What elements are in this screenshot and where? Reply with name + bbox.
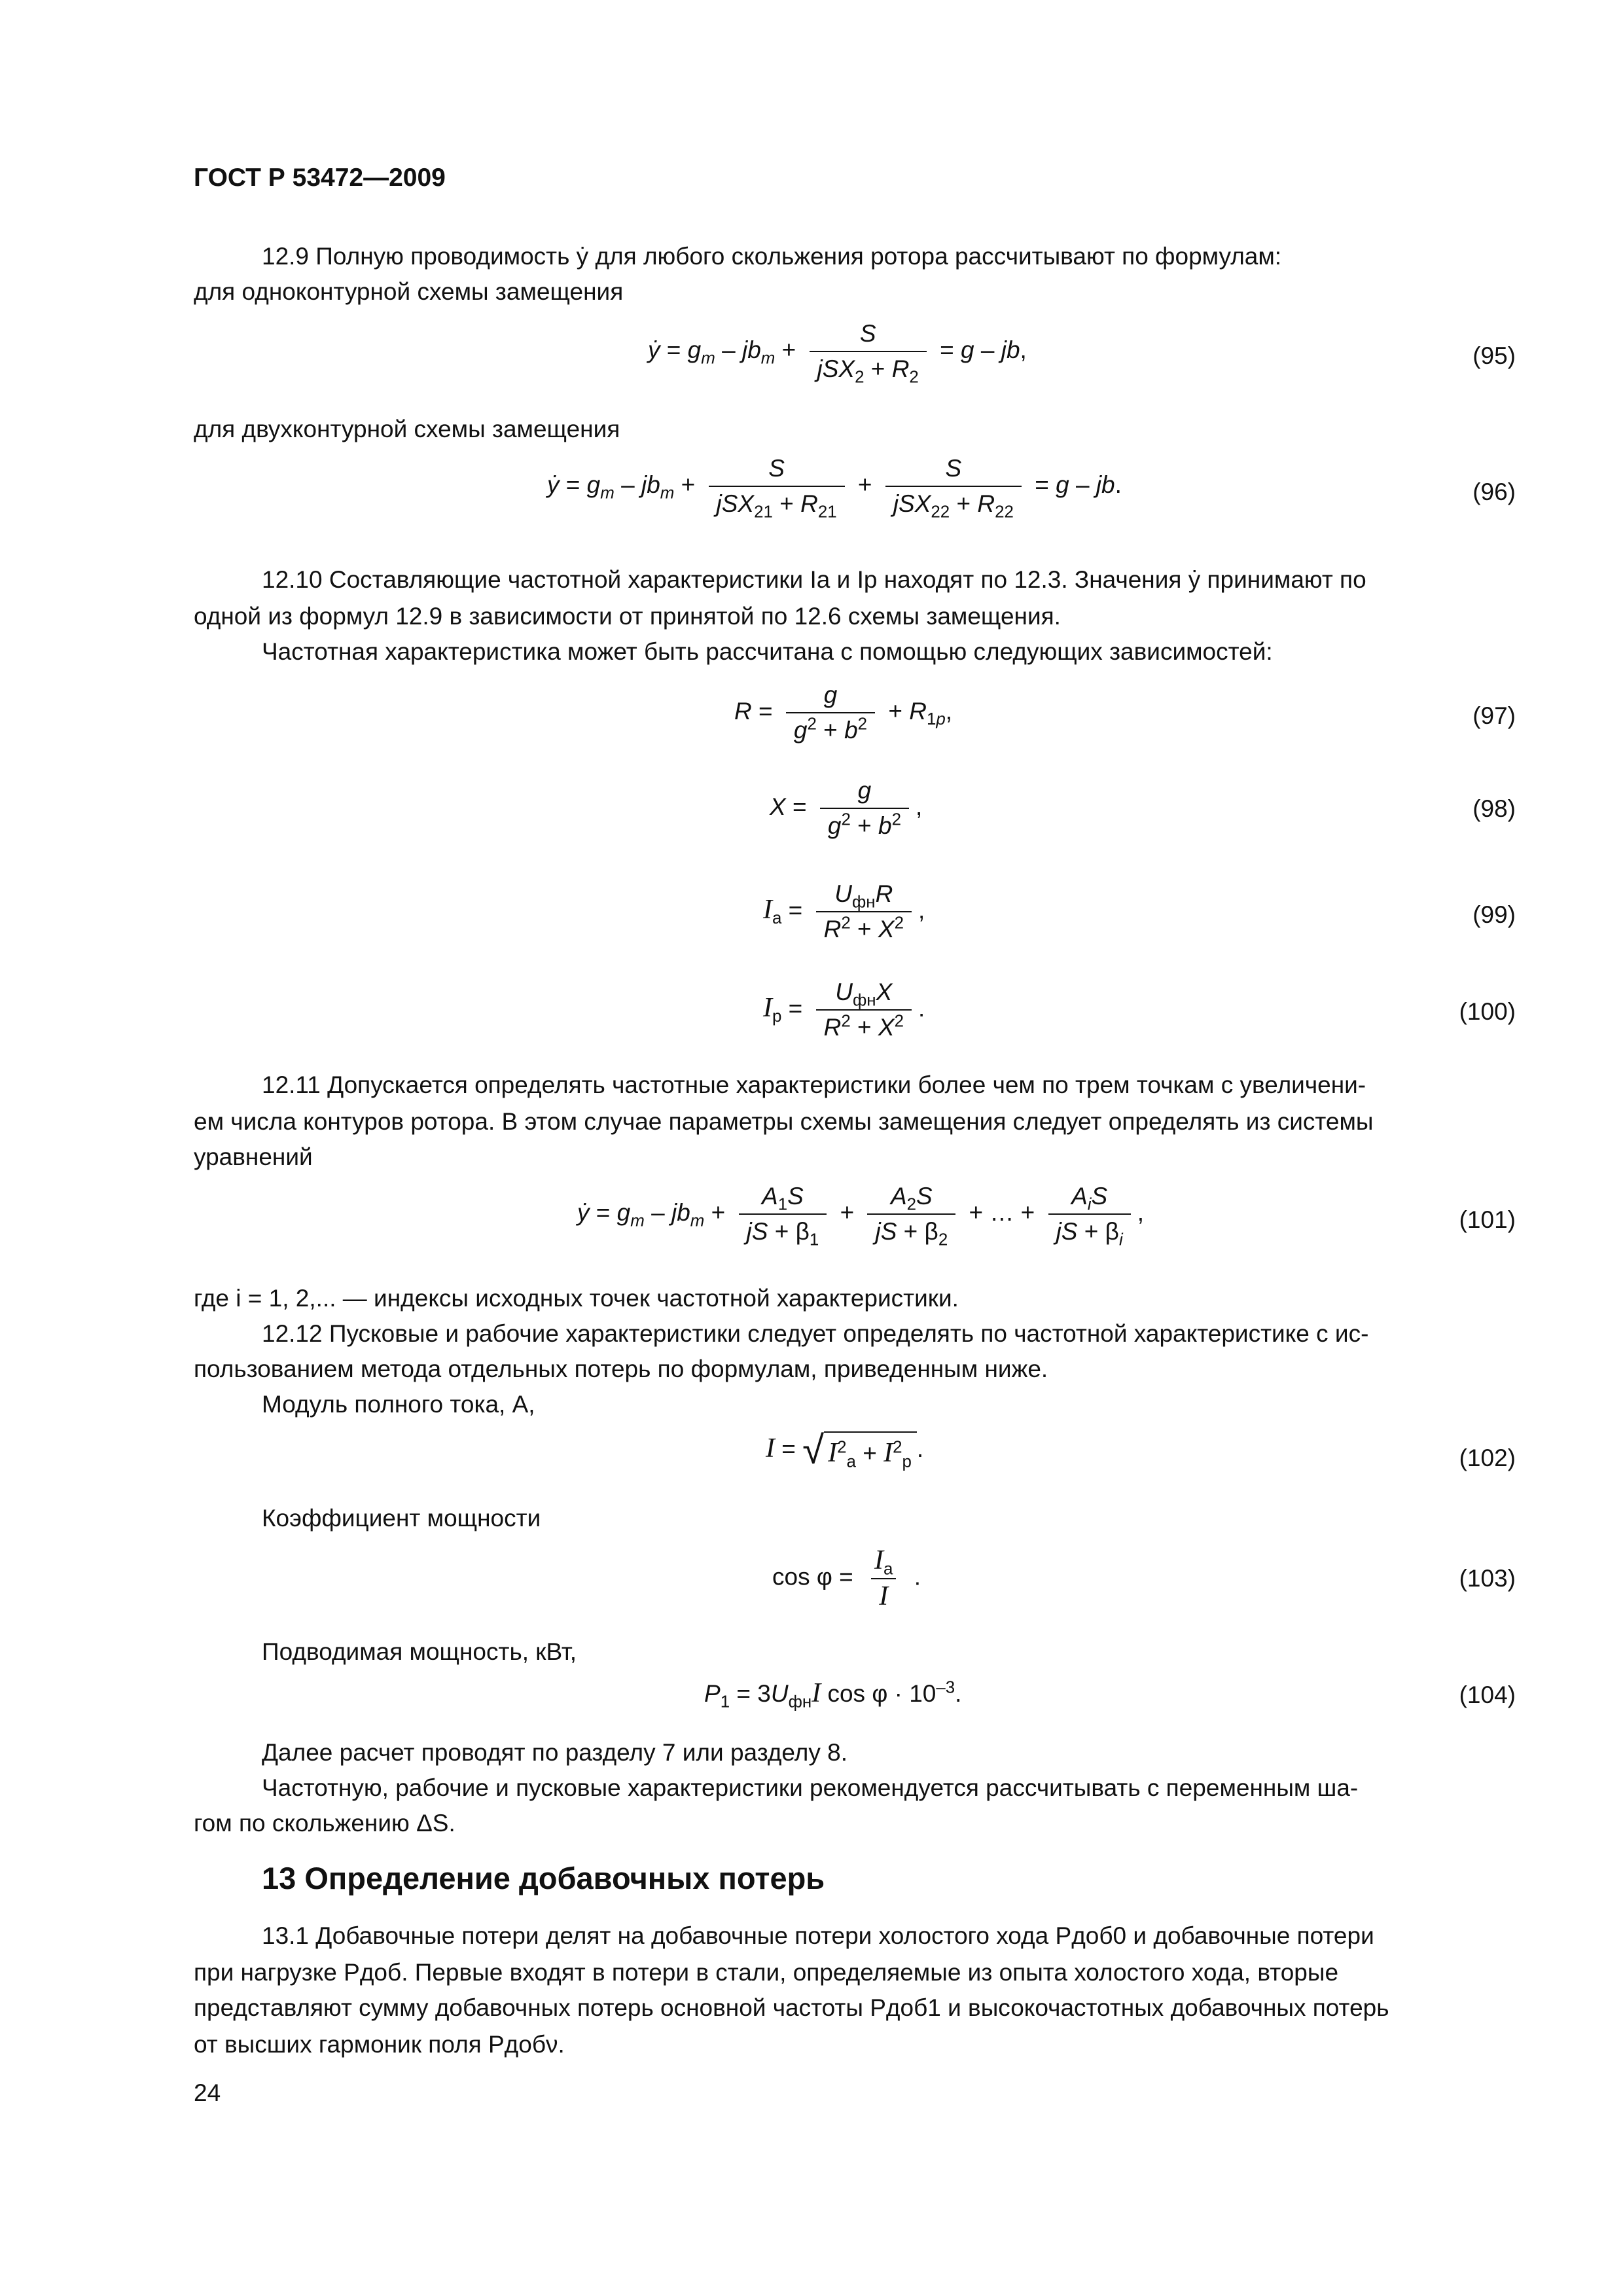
paragraph-12-12-line-1: 12.12 Пусковые и рабочие характеристики следует определять по частотной характеристике с ис-	[262, 1320, 1369, 1347]
paragraph-13-1-line-4: от высших гармоник поля Pдобν.	[194, 2031, 565, 2058]
formula-102: I = √ $I^2_а + I^2_р$ .	[766, 1428, 924, 1473]
section-13-heading: 13 Определение добавочных потерь	[262, 1861, 825, 1895]
formula-98: X = $\frac{g}{g^2 + b^2}$ ,	[770, 777, 923, 839]
formula-99-number: (99)	[1472, 901, 1516, 928]
formula-95-number: (95)	[1472, 342, 1516, 369]
paragraph-12-10-line-3: Частотная характеристика может быть рассчитана с помощью следующих зависимостей:	[262, 638, 1273, 665]
formula-103-number: (103)	[1459, 1565, 1516, 1592]
formula-95: ẏ = $g_m - jb_m$ + $\frac{S}{jSX_2 + R_2}$ = g – jb,	[648, 320, 1027, 387]
formula-96-number: (96)	[1472, 478, 1516, 505]
formula-103: cos φ = $\frac{I_а}{I}$ .	[772, 1545, 921, 1611]
formula-99: $I_а$ = $\frac{U_{фн}R}{R^2 + X^2}$ ,	[763, 880, 925, 942]
formula-104-number: (104)	[1459, 1681, 1516, 1708]
formula-101-number: (101)	[1459, 1206, 1516, 1233]
formula-102-number: (102)	[1459, 1444, 1516, 1471]
formula-97: R = $\frac{g}{g^2 + b^2}$ + $R_{1p}$,	[734, 681, 953, 744]
paragraph-12-12-line-7: Частотную, рабочие и пусковые характеристики рекомендуется рассчитывать с переменным ша-	[262, 1774, 1359, 1801]
paragraph-12-12-line-8: гом по скольжению ΔS.	[194, 1810, 455, 1837]
paragraph-12-10-line-2: одной из формул 12.9 в зависимости от принятой по 12.6 схемы замещения.	[194, 603, 1061, 630]
paragraph-12-12-line-5: Подводимая мощность, кВт,	[262, 1638, 577, 1665]
paragraph-12-9-line-1: 12.9 Полную проводимость ẏ для любого скольжения ротора рассчитывают по формулам:	[262, 243, 1282, 270]
paragraph-12-12-line-2: пользованием метода отдельных потерь по формулам, приведенным ниже.	[194, 1355, 1048, 1382]
paragraph-12-9-line-3: для двухконтурной схемы замещения	[194, 416, 620, 442]
paragraph-12-11-line-3: уравнений	[194, 1143, 313, 1170]
paragraph-12-11-line-2: ем числа контуров ротора. В этом случае параметры схемы замещения следует определять из системы	[194, 1108, 1374, 1135]
paragraph-12-11-line-1: 12.11 Допускается определять частотные характеристики более чем по трем точкам с увеличени-	[262, 1071, 1366, 1098]
formula-96: ẏ = $g_m - jb_m$ + $\frac{S}{jSX_{21} + R_{21}}$ + $\frac{S}{jSX_{22} + R_{22}}$ = g – jb.	[547, 455, 1122, 522]
formula-104: $P_1 = 3U_{фн}I$ $\cos \varphi \cdot 10^{-3}$.	[704, 1678, 962, 1712]
paragraph-12-12-line-3: Модуль полного тока, А,	[262, 1391, 535, 1418]
formula-101: ẏ = $g_m - jb_m$ + $\frac{A_1S}{jS + \beta_1}$ + $\frac{A_2S}{jS + \beta_2}$ + … + $\frac{A_iS}{jS + \beta_i}$ ,	[577, 1183, 1144, 1249]
paragraph-12-9-line-2: для одноконтурной схемы замещения	[194, 278, 624, 305]
formula-98-number: (98)	[1472, 795, 1516, 822]
paragraph-12-12-line-6: Далее расчет проводят по разделу 7 или разделу 8.	[262, 1739, 848, 1766]
paragraph-12-11-line-4: где i = 1, 2,... — индексы исходных точек частотной характеристики.	[194, 1285, 959, 1312]
document-header: ГОСТ Р 53472—2009	[194, 164, 446, 192]
paragraph-12-12-line-4: Коэффициент мощности	[262, 1505, 541, 1532]
paragraph-13-1-line-1: 13.1 Добавочные потери делят на добавочные потери холостого хода Pдоб0 и добавочные потери	[262, 1922, 1374, 1949]
paragraph-13-1-line-3: представляют сумму добавочных потерь основной частоты Pдоб1 и высокочастотных добавочных потерь	[194, 1994, 1389, 2021]
paragraph-13-1-line-2: при нагрузке Pдоб. Первые входят в потери в стали, определяемые из опыта холостого хода, вторые	[194, 1959, 1339, 1986]
formula-100: $I_р$ = $\frac{U_{фн}X}{R^2 + X^2}$ .	[763, 978, 925, 1041]
page-number: 24	[194, 2079, 221, 2106]
formula-100-number: (100)	[1459, 998, 1516, 1025]
paragraph-12-10-line-1: 12.10 Составляющие частотной характеристики Iа и Iр находят по 12.3. Значения ẏ принимают по	[262, 566, 1366, 593]
formula-97-number: (97)	[1472, 702, 1516, 729]
